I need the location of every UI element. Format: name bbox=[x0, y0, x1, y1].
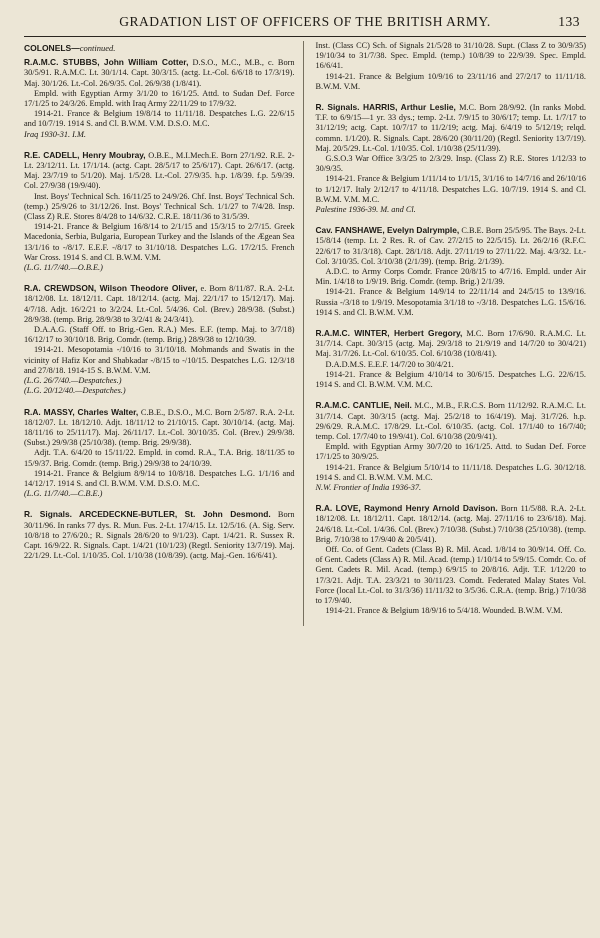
page-header bbox=[24, 14, 586, 34]
officer-entry: R.A.M.C. WINTER, Herbert Gregory, M.C. Born 17/6/90. R.A.M.C. Lt. 31/7/14. Capt. 30/3/15 (actg. Maj. 29/3/18 to 21/9/19 and 14/7/20 to 30/4/21) Maj. 31/7/26. Lt.-Col. 6/10/35. Col. 6/10/38 (10/8/41). D.A.D.M.S. E.E.F. 14/7/20 to 30/4/21. 1914-21. France & Belgium 4/10/14 to 30/6/15. Despatches L.G. 22/6/15. 1914 S. and Cl. B.W.M. V.M. M.C. bbox=[315, 328, 586, 390]
appointments: D.A.D.M.S. E.E.F. 14/7/20 to 30/4/21. bbox=[325, 359, 454, 369]
officer-entry: R.E. CADELL, Henry Moubray, O.B.E., M.I.Mech.E. Born 27/1/92. R.E. 2-Lt. 23/12/11. Lt. 17/1/14. (actg. Capt. 28/5/17 to 25/6/17). Capt. 26/6/17. (actg. Maj. 23/7/19 to 5/1/20). Maj. 1/5/28. Lt.-Col. 27/9/35. h.p. 1/8/39. f.p. 5/9/39. Col. 27/9/38 (19/9/40). Inst. Boys' Technical Sch. 16/11/25 to 24/9/26. Chf. Inst. Boys' Technical Sch. (temp.) 25/9/26 to 31/12/26. Inst. Boys' Technical Sch. 1/1/27 to 7/4/28. Insp. (Class Z) R.E. Stores 8/4/28 to 14/6/32. C.R.E. 18/11/36 to 31/5/39. 1914-21. France & Belgium 16/8/14 to 2/1/15 and 15/3/15 to 2/7/15. Greek Macedonia, Serbia, Bulgaria, European Turkey and the Islands of the Ægean Sea 13/1/16 to -/8/17. E.E.F. -/8/17 to 31/10/18. Despatches L.G. 17/2/15. French War Cross. 1914 S. and Cl. B.W.M. V.M. (L.G. 11/7/40.—O.B.E.) bbox=[24, 149, 295, 273]
appointments: D.A.A.G. (Staff Off. to Brig.-Gen. R.A.) Mes. E.F. (temp. Maj. to 3/7/18) 16/12/17 to 30/10/18. Brig. Comdr. (temp. Brig.) 28/9/38 to 12/10/39. bbox=[24, 325, 295, 345]
officer-name: R.A. MASSY, Charles Walter, bbox=[24, 406, 139, 417]
continued-entry bbox=[316, 41, 587, 92]
service-record: 1914-21. France & Belgium 5/10/14 to 11/11/18. Despatches L.G. 30/12/18. 1914 S. and Cl. B.W.M. V.M. M.C. bbox=[315, 462, 586, 482]
service-record: 1914-21. France & Belgium 19/8/14 to 11/11/18. Despatches L.G. 22/6/15 and 10/7/19. 1914 S. and Cl. B.W.M. V.M. D.S.O. M.C. bbox=[24, 109, 295, 129]
officer-entry: R.A.M.C. CANTLIE, Neil. M.C., M.B., F.R.C.S. Born 11/12/92. R.A.M.C. Lt. 31/7/14. Capt. 30/3/15 (actg. Maj. 25/2/18 to 16/4/19). Maj. 31/7/26. h.p. 29/6/29. R.A.M.C. 17/8/29. Lt.-Col. 6/10/35. (actg. Col. 17/1/40 to 16/7/40; temp. Col. 17/7/40 to 19/9/41). Col. 6/10/38 (20/9/41). Empld. with Egyptian Army 30/7/20 to 16/1/25. Attd. to Sudan Def. Force 17/1/25 to 30/9/25. 1914-21. France & Belgium 5/10/14 to 11/11/18. Despatches L.G. 30/12/18. 1914 S. and Cl. B.W.M. V.M. M.C. N.W. Frontier of India 1936-37. bbox=[315, 400, 587, 492]
appointments: Empld. with Egyptian Army 30/7/20 to 16/1/25. Attd. to Sudan Def. Force 17/1/25 to 30/9/25. bbox=[315, 442, 586, 462]
note: (L.G. 26/7/40.—Despatches.) bbox=[24, 376, 122, 386]
officer-name: R.A. CREWDSON, Wilson Theodore Oliver, bbox=[24, 283, 198, 294]
page-number: 133 bbox=[558, 14, 580, 29]
appointments: Off. Co. of Gent. Cadets (Class B) R. Mil. Acad. 1/8/14 to 30/9/14. Off. Co. of Gent. Cadets (Class A) R. Mil. Acad. (temp.) 1/10/14 to 5/9/15. Comdr. Co. of Gent. Cadets R. Mil. Acad. (temp.) 6/9/15 to 20/8/16. Adjt. T.F. 1/12/20 to 17/3/21. Adjt. T.A. 23/3/21 to 30/11/23. Comdt. Federated Malay States Vol. Force (local Lt.-Col. to 31/3/36) 11/11/32 to 3/5/36. C.R.A. (temp. Brig.) 7/10/38 to 17/9/40. bbox=[315, 544, 586, 605]
officer-entry: R.A.M.C. STUBBS, John William Cotter, D.S.O., M.C., M.B., c. Born 30/5/91. R.A.M.C. Lt. 30/1/14. Capt. 30/3/15. (actg. Lt.-Col. 6/6/18 to 17/3/19). Maj. 30/1/26. Lt.-Col. 26/9/35. Col. 26/9/38 (1/8/41). Empld. with Egyptian Army 3/1/20 to 16/1/25. Attd. to Sudan Def. Force 17/1/25 to 24/3/26. Empld. with Iraq Army 22/11/29 to 17/9/32. 1914-21. France & Belgium 19/8/14 to 11/11/18. Despatches L.G. 22/6/15 and 10/7/19. 1914 S. and Cl. B.W.M. V.M. D.S.O. M.C. Iraq 1930-31. I.M. bbox=[24, 57, 295, 139]
officer-entry: R.A. CREWDSON, Wilson Theodore Oliver, e. Born 8/11/87. R.A. 2-Lt. 18/12/08. Lt. 18/12/11. Capt. 18/12/14. (actg. Maj. 22/1/17 to 15/12/17). Maj. 4/7/18. Adjt. 16/2/21 to 3/2/24. Lt.-Col. 5/4/36. Col. (Brev.) 28/9/38. (Subst.) 28/9/38. (temp. Brig. 28/9/38 to 3/2/41 & 24/3/41). D.A.A.G. (Staff Off. to Brig.-Gen. R.A.) Mes. E.F. (temp. Maj. to 3/7/18) 16/12/17 to 30/10/18. Brig. Comdr. (temp. Brig.) 28/9/38 to 12/10/39. 1914-21. Mesopotamia -/10/16 to 31/10/18. Mohmands and Swatis in the vicinity of Hafiz Kor and Shabkadar -/8/15 to -/10/15. Despatches L.G. 12/3/18 and 27/8/18. 1914-15 S. B.W.M. V.M. (L.G. 26/7/40.—Despatches.) (L.G. 20/12/40.—Despatches.) bbox=[24, 283, 295, 396]
service-record: 1914-21. France & Belgium 1/11/14 to 1/1/15, 3/1/16 to 14/7/16 and 26/10/16 to 1/12/17. Italy 2/12/17 to 4/11/18. Despatches L.G. 10/7/19. 1914 S. and Cl. B.W.M. V.M. M.C. bbox=[315, 174, 586, 204]
officer-name: R. Signals. ARCEDECKNE-BUTLER, St. John Desmond. bbox=[24, 509, 271, 520]
header-rule bbox=[24, 36, 586, 37]
service-record: 1914-21. France & Belgium 18/9/16 to 5/4/18. Wounded. B.W.M. V.M. bbox=[325, 606, 563, 616]
appointments: G.S.O.3 War Office 3/3/25 to 2/3/29. Insp. (Class Z) R.E. Stores 1/12/33 to 30/9/35. bbox=[315, 154, 586, 174]
service-record: 1914-21. France & Belgium 8/9/14 to 10/8/18. Despatches L.G. 1/1/16 and 14/12/17. 1914 S. and Cl. B.W.M. V.M. D.S.O. M.C. bbox=[24, 468, 295, 488]
service-record: 1914-21. France & Belgium 14/9/14 to 22/11/14 and 24/5/15 to 13/9/16. Russia -/3/18 to 1/9/19. Mesopotamia 3/1/18 to -/3/18. Despatches L.G. 15/6/16. 1914 S. and Cl. B.W.M. V.M. bbox=[315, 287, 586, 317]
note: (L.G. 20/12/40.—Despatches.) bbox=[24, 386, 126, 396]
note: Iraq 1930-31. I.M. bbox=[24, 129, 86, 139]
appointments: Adjt. T.A. 6/4/20 to 15/11/22. Empld. in comd. R.A., T.A. Brig. 18/11/35 to 15/9/37. Brig. Comdr. (temp. Brig.) 29/9/38 to 24/10/39. bbox=[24, 448, 295, 468]
section-heading: COLONELS—continued. bbox=[24, 43, 116, 53]
service-record: 1914-21. France & Belgium 16/8/14 to 2/1/15 and 15/3/15 to 2/7/15. Greek Macedonia, Serbia, Bulgaria, European Turkey and the Islands of the Ægean Sea 13/1/16 to -/8/17. E.E.F. -/8/17 to 31/10/18. Despatches L.G. 17/2/15. French War Cross. 1914 S. and Cl. B.W.M. V.M. bbox=[24, 222, 295, 262]
service-record: 1914-21. Mesopotamia -/10/16 to 31/10/18. Mohmands and Swatis in the vicinity of Hafiz Kor and Shabkadar -/8/15 to -/10/15. Despatches L.G. 12/3/18 and 27/8/18. 1914-15 S. B.W.M. V.M. bbox=[24, 345, 295, 375]
officer-entry: R. Signals. ARCEDECKNE-BUTLER, St. John Desmond. Born 30/11/96. In ranks 77 dys. R. Mun. Fus. 2-Lt. 17/4/15. Lt. 12/5/16. (A. Sig. Serv. 10/8/18 to 27/6/20.; R. Signals 28/6/20 to 9/1/23). Capt. 1/4/21. R. Sussex R. Capt. 16/9/22. R. Signals. Capt. 1/4/21 (10/1/23) (Regtl. Seniority 13/7/19). Maj. 22/1/29. Lt.-Col. 1/10/35. Col. 1/10/38 (10/8/39). (actg. Maj.-Gen. 16/6/41). bbox=[24, 509, 295, 561]
right-column bbox=[314, 41, 587, 626]
officer-entry: R.A. MASSY, Charles Walter, C.B.E., D.S.O., M.C. Born 2/5/87. R.A. 2-Lt. 18/12/07. Lt. 18/12/10. Adjt. 18/11/12 to 21/10/15. Capt. 30/10/14. (actg. Maj. 18/11/16 to 25/11/17). Maj. 26/11/17. Lt.-Col. 30/10/35. Col. (Brev.) 29/9/38. (Subst.) 29/9/38 (25/10/38). (temp. Brig. 29/9/38). Adjt. T.A. 6/4/20 to 15/11/22. Empld. in comd. R.A., T.A. Brig. 18/11/35 to 15/9/37. Brig. Comdr. (temp. Brig.) 29/9/38 to 24/10/39. 1914-21. France & Belgium 8/9/14 to 10/8/18. Despatches L.G. 1/1/16 and 14/12/17. 1914 S. and Cl. B.W.M. V.M. D.S.O. M.C. (L.G. 11/7/40.—C.B.E.) bbox=[24, 406, 295, 499]
note: N.W. Frontier of India 1936-37. bbox=[315, 482, 422, 492]
page-title: GRADATION LIST OF OFFICERS OF THE BRITISH ARMY. bbox=[119, 14, 491, 29]
officer-name: R.A.M.C. WINTER, Herbert Gregory, bbox=[315, 328, 463, 339]
note: (L.G. 11/7/40.—O.B.E.) bbox=[24, 263, 103, 273]
columns bbox=[24, 41, 586, 626]
note: (L.G. 11/7/40.—C.B.E.) bbox=[24, 489, 103, 499]
officer-name: R.A.M.C. STUBBS, John William Cotter, bbox=[24, 57, 189, 68]
service-record: 1914-21. France & Belgium 10/9/16 to 23/11/16 and 27/2/17 to 11/11/18. B.W.M. V.M. bbox=[315, 71, 586, 91]
appointments: Inst. (Class CC) Sch. of Signals 21/5/28 to 31/10/28. Supt. (Class Z to 30/9/35) 19/10/34 to 31/7/38. Spec. Empld. (temp.) 10/8/39 to 22/9/39. Spec. Empld. 16/6/41. bbox=[315, 41, 586, 71]
appointments: Inst. Boys' Technical Sch. 16/11/25 to 24/9/26. Chf. Inst. Boys' Technical Sch. (temp.) 25/9/26 to 31/12/26. Inst. Boys' Technical Sch. 1/1/27 to 7/4/28. Insp. (Class Z) R.E. Stores 8/4/28 to 14/6/32. C.R.E. 18/11/36 to 31/5/39. bbox=[24, 191, 295, 222]
officer-name: Cav. FANSHAWE, Evelyn Dalrymple, bbox=[315, 225, 460, 236]
left-column bbox=[24, 41, 304, 626]
officer-name: R.A.M.C. CANTLIE, Neil. bbox=[315, 400, 412, 411]
officer-name: R.A. LOVE, Raymond Henry Arnold Davison. bbox=[315, 503, 498, 514]
appointments: A.D.C. to Army Corps Comdr. France 20/8/15 to 4/7/16. Empld. under Air Min. 1/4/18 to 1/9/19. Brig. Comdr. (temp. Brig.) 2/1/39. bbox=[315, 267, 586, 287]
officer-entry: R. Signals. HARRIS, Arthur Leslie, M.C. Born 28/9/92. (In ranks Mobd. T.F. to 6/9/15—1 yr. 33 dys.; temp. 2-Lt. 7/9/15 to 30/6/17; temp. Lt. 1/7/17 to 31/12/19; actg. Capt. 10/7/17 to 11/2/19; actg. Maj. 6/4/19 to 5/12/19; relqd. commn. 1/1/20). R. Signals. Capt. 28/6/20 (30/11/20) (Regtl. Seniority 13/7/19). Maj. 20/5/29. Lt.-Col. 1/10/35. Col. 1/10/38 (25/11/39). G.S.O.3 War Office 3/3/25 to 2/3/29. Insp. (Class Z) R.E. Stores 1/12/33 to 30/9/35. 1914-21. France & Belgium 1/11/14 to 1/1/15, 3/1/16 to 14/7/16 and 26/10/16 to 1/12/17. Italy 2/12/17 to 4/11/18. Despatches L.G. 10/7/19. 1914 S. and Cl. B.W.M. V.M. M.C. Palestine 1936-39. M. and Cl. bbox=[315, 102, 586, 215]
officer-name: R.E. CADELL, Henry Moubray, bbox=[24, 149, 146, 160]
service-record: 1914-21. France & Belgium 4/10/14 to 30/6/15. Despatches L.G. 22/6/15. 1914 S. and Cl. B.W.M. V.M. M.C. bbox=[315, 369, 586, 390]
appointments: Empld. with Egyptian Army 3/1/20 to 16/1/25. Attd. to Sudan Def. Force 17/1/25 to 24/3/26. Empld. with Iraq Army 22/11/29 to 17/9/32. bbox=[24, 88, 295, 109]
note: Palestine 1936-39. M. and Cl. bbox=[315, 205, 416, 215]
officer-entry: Cav. FANSHAWE, Evelyn Dalrymple, C.B.E. Born 25/5/95. The Bays. 2-Lt. 15/8/14 (temp. Lt. 2 Res. R. of Cav. 27/2/15 to 22/5/15). Lt. 26/2/16 (R.F.C. 22/6/17 to 31/3/18). Capt. 28/1/18. Adjt. 27/11/19 to 27/11/22. Maj. 4/3/32. Lt.-Col. 3/10/35. Col. 3/10/38 (2/1/39). (temp. Brig. 2/1/39). A.D.C. to Army Corps Comdr. France 20/8/15 to 4/7/16. Empld. under Air Min. 1/4/18 to 1/9/19. Brig. Comdr. (temp. Brig.) 2/1/39. 1914-21. France & Belgium 14/9/14 to 22/11/14 and 24/5/15 to 13/9/16. Russia -/3/18 to 1/9/19. Mesopotamia 3/1/18 to -/3/18. Despatches L.G. 15/6/16. 1914 S. and Cl. B.W.M. V.M. bbox=[315, 225, 586, 317]
officer-entry: R.A. LOVE, Raymond Henry Arnold Davison. Born 11/5/88. R.A. 2-Lt. 18/12/08. Lt. 18/12/11. Capt. 18/12/14. (actg. Maj. 27/11/16 to 23/6/18). Maj. 24/6/18. Lt.-Col. 1/4/36. Col. (Brev.) 7/10/38. (Subst.) 7/10/38 (25/10/38). (temp. Brig. 7/10/38 to 17/9/40 & 20/5/41). Off. Co. of Gent. Cadets (Class B) R. Mil. Acad. 1/8/14 to 30/9/14. Off. Co. of Gent. Cadets (Class A) R. Mil. Acad. (temp.) 1/10/14 to 5/9/15. Comdr. Co. of Gent. Cadets R. Mil. Acad. (temp.) 6/9/15 to 20/8/16. Adjt. T.F. 1/12/20 to 17/3/21. Adjt. T.A. 23/3/21 to 30/11/23. Comdt. Federated Malay States Vol. Force (local Lt.-Col. to 31/3/36) 11/11/32 to 3/5/36. C.R.A. (temp. Brig.) 7/10/38 to 17/9/40. 1914-21. France & Belgium 18/9/16 to 5/4/18. Wounded. B.W.M. V.M. bbox=[315, 503, 586, 616]
officer-name: R. Signals. HARRIS, Arthur Leslie, bbox=[315, 102, 456, 113]
